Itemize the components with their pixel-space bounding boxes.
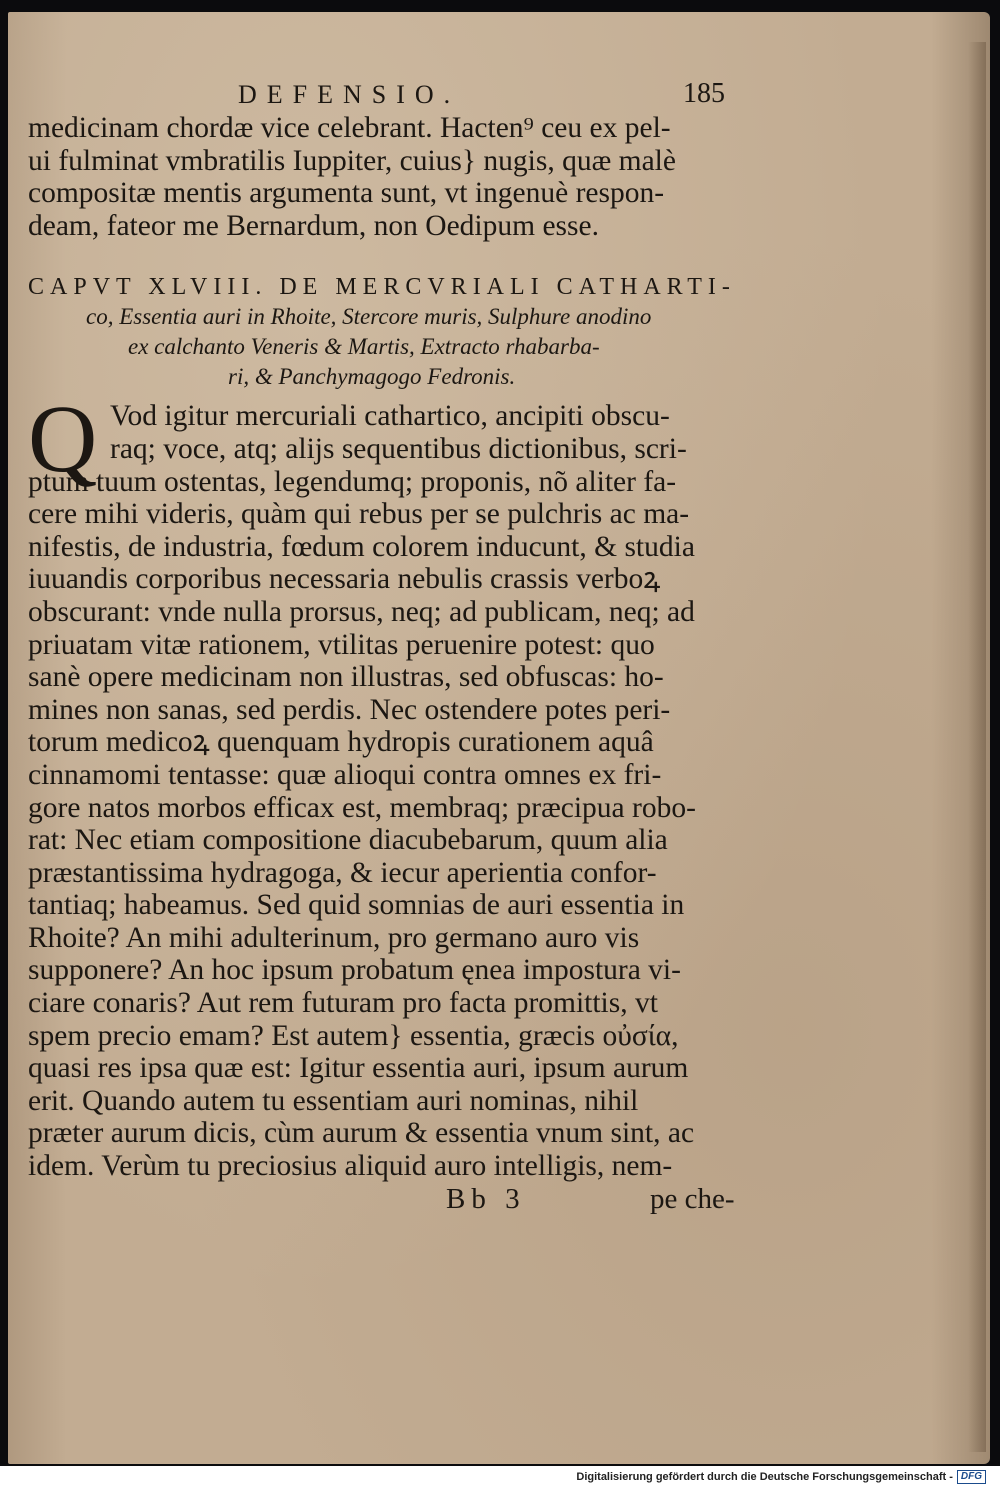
text-line: præstantissima hydragoga, & iecur aperientia confor- (28, 856, 657, 889)
dfg-logo-icon[interactable]: DFG (957, 1470, 986, 1484)
chapter-heading-block (28, 272, 758, 392)
text-line: cinnamomi tentasse: quæ alioqui contra omnes ex fri- (28, 758, 662, 791)
text-line: compositæ mentis argumenta sunt, vt ingenuè respon- (28, 177, 665, 210)
text-line: præter aurum dicis, cùm aurum & essentia vnum sint, ac (28, 1117, 695, 1150)
chapter-subtitle-line: co, Essentia auri in Rhoite, Stercore muris, Sulphure anodino (86, 304, 652, 330)
running-head-title: DEFENSIO. (238, 80, 461, 109)
text-line: tantiaq; habeamus. Sed quid somnias de auri essentia in (28, 889, 685, 922)
text-line: ptum tuum ostentas, legendumq; proponis, nõ aliter fa- (28, 465, 677, 498)
printed-text (28, 78, 758, 1217)
text-line: supponere? An hoc ipsum probatum ęnea impostura vi- (28, 954, 681, 987)
text-line: quasi res ipsa quæ est: Igitur essentia auri, ipsum aurum (28, 1052, 689, 1085)
text-line: cere mihi videris, quàm qui rebus per se pulchris ac ma- (28, 498, 690, 531)
text-line: deam, fateor me Bernardum, non Oedipum esse. (28, 209, 599, 242)
text-line: medicinam chordæ vice celebrant. Hacten⁹ ceu ex pel- (28, 112, 671, 144)
text-line: gore natos morbos efficax est, membraq; præcipua robo- (28, 791, 696, 824)
text-line: torum medicoꝝ quenquam hydropis curationem aquâ (28, 726, 654, 759)
text-line: raq; voce, atq; alijs sequentibus dictionibus, scri- (110, 432, 687, 465)
signature-mark: Bb 3 (446, 1182, 526, 1215)
catchword: pe che- (650, 1182, 735, 1215)
credit-text: Digitalisierung gefördert durch die Deutsche Forschungsgemeinschaft - (576, 1471, 953, 1483)
chapter-subtitle-line: ex calchanto Veneris & Martis, Extracto rhabarba- (128, 334, 600, 360)
intro-paragraph (28, 112, 758, 242)
text-line: Vod igitur mercuriali cathartico, ancipiti obscu- (110, 400, 670, 433)
text-line: nifestis, de industria, fœdum colorem inducunt, & studia (28, 530, 695, 563)
page-number: 185 (683, 78, 725, 109)
text-line: erit. Quando autem tu essentiam auri nominas, nihil (28, 1084, 639, 1117)
signature-line (28, 1183, 758, 1217)
chapter-subtitle-line: ri, & Panchymagogo Fedronis. (228, 364, 516, 390)
text-line: Rhoite? An mihi adulterinum, pro germano auro vis (28, 921, 640, 954)
text-line: mines non sanas, sed perdis. Nec ostendere potes peri- (28, 693, 671, 726)
page-edge-shadow (968, 42, 986, 1452)
text-line: spem precio emam? Est autem} essentia, græcis οὐσία, (28, 1019, 679, 1052)
text-line: sanè opere medicinam non illustras, sed obfuscas: ho- (28, 661, 664, 694)
text-line: rat: Nec etiam compositione diacubebarum, quum alia (28, 824, 668, 857)
chapter-heading: CAPVT XLVIII. DE MERCVRIALI CATHARTI- (28, 274, 736, 301)
text-line: ciare conaris? Aut rem futuram pro facta promittis, vt (28, 987, 658, 1020)
running-head (28, 78, 758, 112)
text-line: priuatam vitæ rationem, vtilitas peruenire potest: quo (28, 628, 655, 661)
text-line: obscurant: vnde nulla prorsus, neq; ad publicam, neq; ad (28, 595, 695, 628)
chapter-body (28, 385, 758, 1183)
drop-cap-initial: Q (28, 385, 98, 493)
text-line: ui fulminat vmbratilis Iuppiter, cuius} nugis, quæ malè (28, 144, 676, 177)
text-line: iuuandis corporibus necessaria nebulis crassis verboꝝ (28, 563, 661, 596)
digitization-credit (576, 1470, 986, 1484)
text-line: idem. Verùm tu preciosius aliquid auro intelligis, nem- (28, 1150, 673, 1183)
